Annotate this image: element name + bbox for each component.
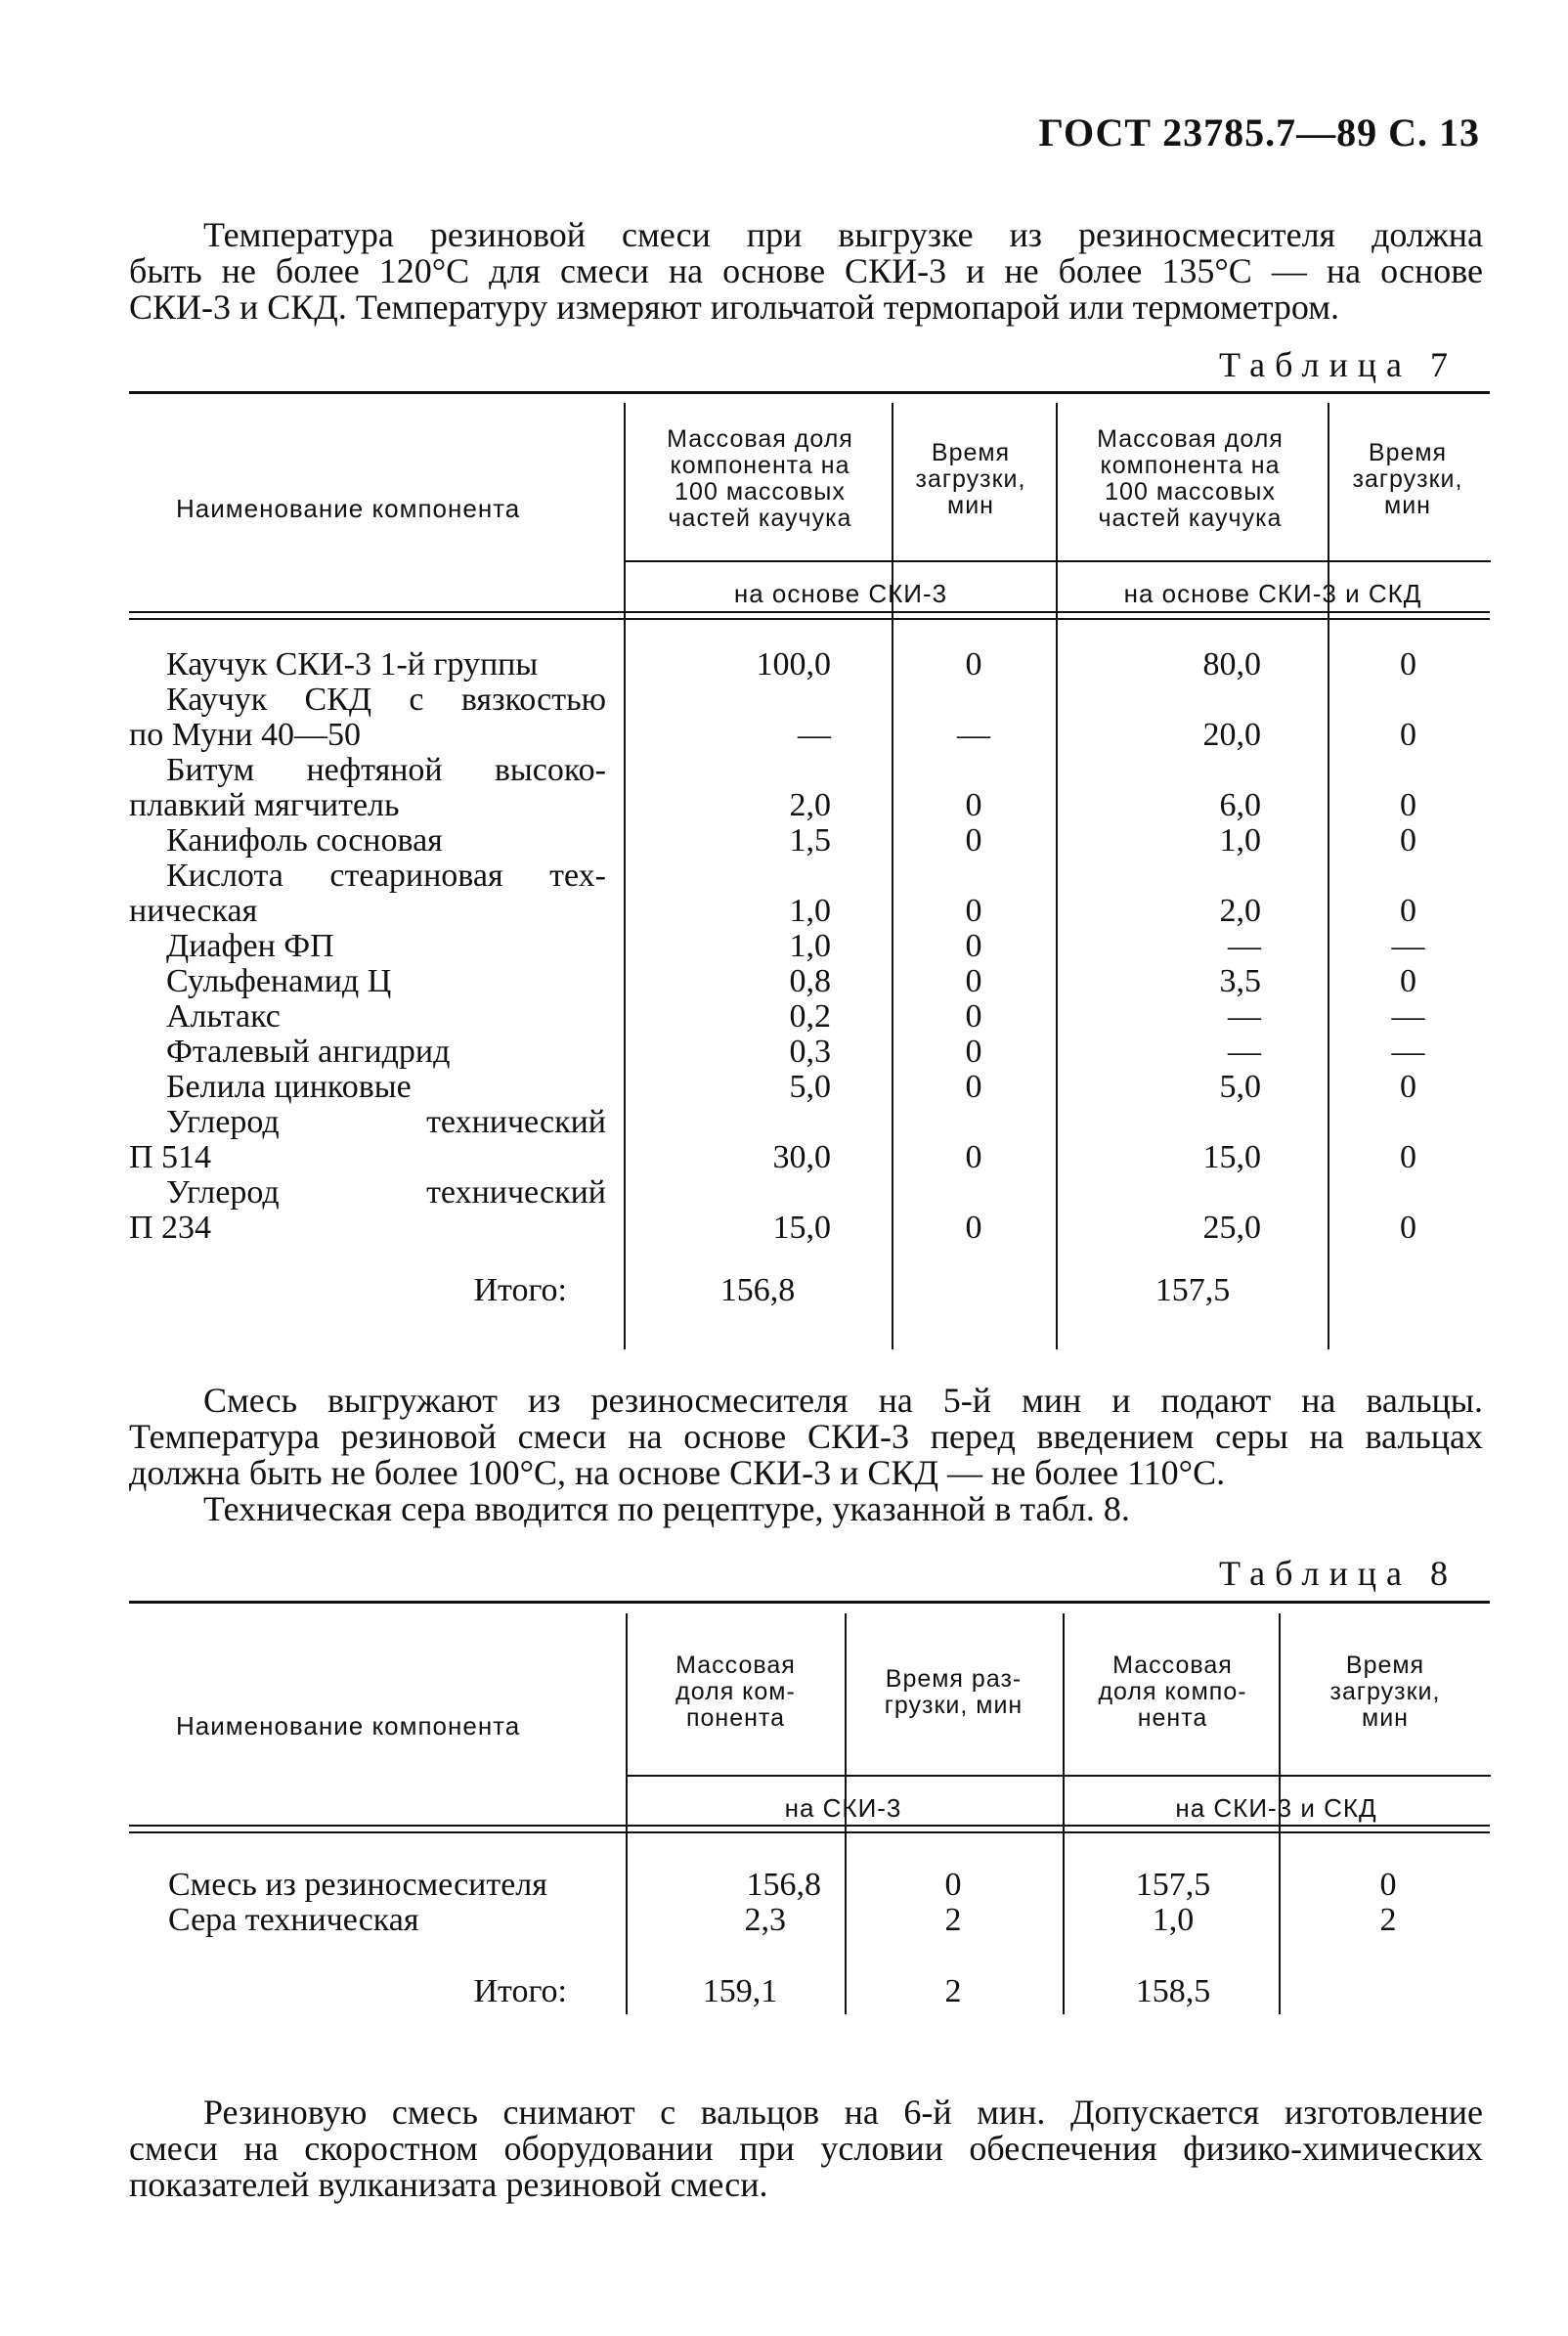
table7-row-name: Кислота стеариновая тех- ническая [129,858,606,929]
table8-caption: Таблица 8 [1219,1554,1458,1593]
table7-cell-v1: 1,0 [789,893,831,929]
middle-line: Температура резиновой смеси на основе СКИ-3 перед введением серы на вальцах [129,1417,1483,1456]
table7-cell-v2: 3,5 [1219,963,1261,999]
table8-col-time-1: Время раз- грузки, мин [884,1665,1024,1719]
table7-cell-v1: — [798,717,831,753]
table7-cell-t1: 0 [965,822,982,859]
table8-vline [845,1613,847,2014]
table7-cell-v2: 20,0 [1202,717,1261,753]
table7-cell-t1: 0 [965,787,982,823]
table8-group-ski3-skd: на СКИ-3 и СКД [1175,1793,1377,1823]
table8-head-rule-a [129,1825,1490,1827]
table7-cell-t1: — [957,717,990,753]
table8-cell: 0 [944,1867,962,1903]
table7-vline [892,403,893,1349]
table7-cell-v2: 25,0 [1202,1210,1261,1246]
table7-cell-t1: 0 [965,1210,982,1246]
table7-cell-t2: — [1391,1034,1425,1070]
table7-group-rule [626,560,1491,562]
table8-group-rule [626,1775,1491,1777]
table7-cell-t1: 0 [965,928,982,964]
table7-cell-v2: — [1228,998,1261,1035]
table7-cell-t1: 0 [965,1069,982,1105]
table8-vline [626,1613,628,2014]
table7-col-name: Наименование компонента [176,494,521,523]
table7-cell-t1: 0 [965,998,982,1035]
middle-line: Техническая сера вводится по рецептуре, указанной в табл. 8. [203,1489,1130,1528]
table7-cell-t2: 0 [1400,1139,1416,1175]
middle-paragraph [129,1383,1483,1527]
table8-cell: 0 [1379,1867,1397,1903]
table8-total-label: Итого: [473,1973,567,2009]
table7-col-time-1: Время загрузки, мин [915,439,1026,519]
table7-cell-t2: 0 [1400,893,1416,929]
table7-cell-v1: 1,0 [789,928,831,964]
table7-row-name: Углерод технический П 234 [129,1174,606,1246]
table7-vline [624,403,626,1349]
table8-total-t1: 2 [944,1973,962,2009]
table7-group-ski3-skd: на основе СКИ-3 и СКД [1123,579,1422,608]
page-header: ГОСТ 23785.7—89 С. 13 [1038,110,1480,154]
table8-total-v1: 159,1 [702,1973,778,2009]
table7-cell-v2: 2,0 [1219,893,1261,929]
table7-col-time-2: Время загрузки, мин [1352,439,1463,519]
table7-top-rule [129,391,1490,394]
table7-cell-t1: 0 [965,963,982,999]
intro-line: СКИ-3 и СКД. Температуру измеряют игольчатой термопарой или термометром. [129,287,1339,327]
table8-col-name: Наименование компонента [176,1711,521,1741]
table7-cell-t2: 0 [1400,822,1416,859]
table8-total-v2: 158,5 [1135,1973,1211,2009]
intro-line: Температура резиновой смеси при выгрузке из резиносмесителя должна [203,215,1483,254]
table7-total-2: 157,5 [1154,1272,1231,1308]
table8-row-name: Смесь из резиносмесителя [168,1867,547,1903]
table8-col-mass-2: Массовая доля компо- нента [1098,1652,1247,1732]
table8-col-mass-1: Массовая доля ком- понента [675,1652,796,1732]
table7-total-1: 156,8 [719,1272,796,1308]
table7-cell-t2: 0 [1400,717,1416,753]
closing-line: Резиновую смесь снимают с вальцов на 6-й мин. Допускается изготовление [203,2093,1483,2132]
table8-group-ski3: на СКИ-3 [784,1793,902,1823]
table8-head-rule-b [129,1831,1490,1833]
table7-cell-v1: 100,0 [756,646,831,683]
table7-cell-t2: 0 [1400,646,1416,683]
table7-cell-v1: 15,0 [772,1210,831,1246]
table8-cell: 157,5 [1135,1867,1211,1903]
table7-cell-v2: 80,0 [1202,646,1261,683]
middle-line: Смесь выгружают из резиносмесителя на 5-й мин и подают на вальцы. [203,1381,1483,1420]
closing-line: смеси на скоростном оборудовании при условии обеспечения физико-химических [129,2129,1483,2168]
table7-row-name: Канифоль сосновая [166,822,443,859]
intro-line: быть не более 120°С для смеси на основе СКИ-3 и не более 135°С — на основе [129,251,1483,290]
table8-row-name: Сера техническая [168,1902,419,1938]
table7-cell-t1: 0 [965,1034,982,1070]
table7-row-name: Альтакс [166,998,281,1035]
table8-cell: 2 [944,1902,962,1938]
table7-row-name: Белила цинковые [166,1069,412,1105]
table7-cell-v2: 6,0 [1219,787,1261,823]
table7-cell-v1: 0,8 [789,963,831,999]
table7-cell-v2: 5,0 [1219,1069,1261,1105]
table7-cell-t2: — [1391,928,1425,964]
table7-col-mass-1: Массовая доля компонента на 100 массовых частей каучука [667,425,853,532]
table7-head-rule-b [129,618,1490,620]
table7-cell-v1: 1,5 [789,822,831,859]
table7-total-label: Итого: [473,1272,567,1308]
middle-line: должна быть не более 100°С, на основе СКИ-3 и СКД — не более 110°С. [129,1453,1226,1492]
table7-cell-v2: 15,0 [1202,1139,1261,1175]
table7-cell-v1: 5,0 [789,1069,831,1105]
table7-vline [1328,403,1329,1349]
intro-paragraph [129,217,1483,326]
table7-cell-t1: 0 [965,893,982,929]
table8-cell: 2,3 [744,1902,786,1938]
table7-cell-v2: — [1228,1034,1261,1070]
table7-row-name: Битум нефтяной высоко- плавкий мягчитель [129,752,606,823]
table7-cell-t2: — [1391,998,1425,1035]
table8-cell: 2 [1379,1902,1397,1938]
table8-cell: 156,8 [746,1867,821,1903]
table7-row-name: Фталевый ангидрид [166,1034,451,1070]
closing-line: показателей вулканизата резиновой смеси. [129,2165,768,2204]
table7-cell-v1: 0,2 [789,998,831,1035]
table8-col-time-2: Время загрузки, мин [1329,1652,1441,1732]
table7-cell-t1: 0 [965,1139,982,1175]
table8-cell: 1,0 [1152,1902,1195,1938]
table7-row-name: Сульфенамид Ц [166,963,392,999]
table8-vline [1063,1613,1065,2014]
table7-cell-t1: 0 [965,646,982,683]
table7-cell-t2: 0 [1400,1210,1416,1246]
table7-cell-v1: 0,3 [789,1034,831,1070]
table7-cell-v1: 30,0 [772,1139,831,1175]
table7-row-name: Каучук СКД с вязкостью по Муни 40—50 [129,682,606,753]
table7-row-name: Диафен ФП [166,928,334,964]
table7-col-mass-2: Массовая доля компонента на 100 массовых частей каучука [1097,425,1284,532]
table7-vline [1056,403,1058,1349]
table7-caption: Таблица 7 [1219,345,1458,384]
table7-head-rule-a [129,611,1490,613]
table7-row-name: Углерод технический П 514 [129,1104,606,1175]
table7-cell-t2: 0 [1400,963,1416,999]
table7-row-name: Каучук СКИ-3 1-й группы [166,646,539,683]
table7-cell-t2: 0 [1400,1069,1416,1105]
table7-cell-v1: 2,0 [789,787,831,823]
table8-vline [1279,1613,1281,2014]
closing-paragraph [129,2094,1483,2203]
table7-cell-t2: 0 [1400,787,1416,823]
table7-cell-v2: 1,0 [1219,822,1261,859]
table8-top-rule [129,1601,1490,1604]
table7-cell-v2: — [1228,928,1261,964]
table7-group-ski3: на основе СКИ-3 [733,579,948,608]
